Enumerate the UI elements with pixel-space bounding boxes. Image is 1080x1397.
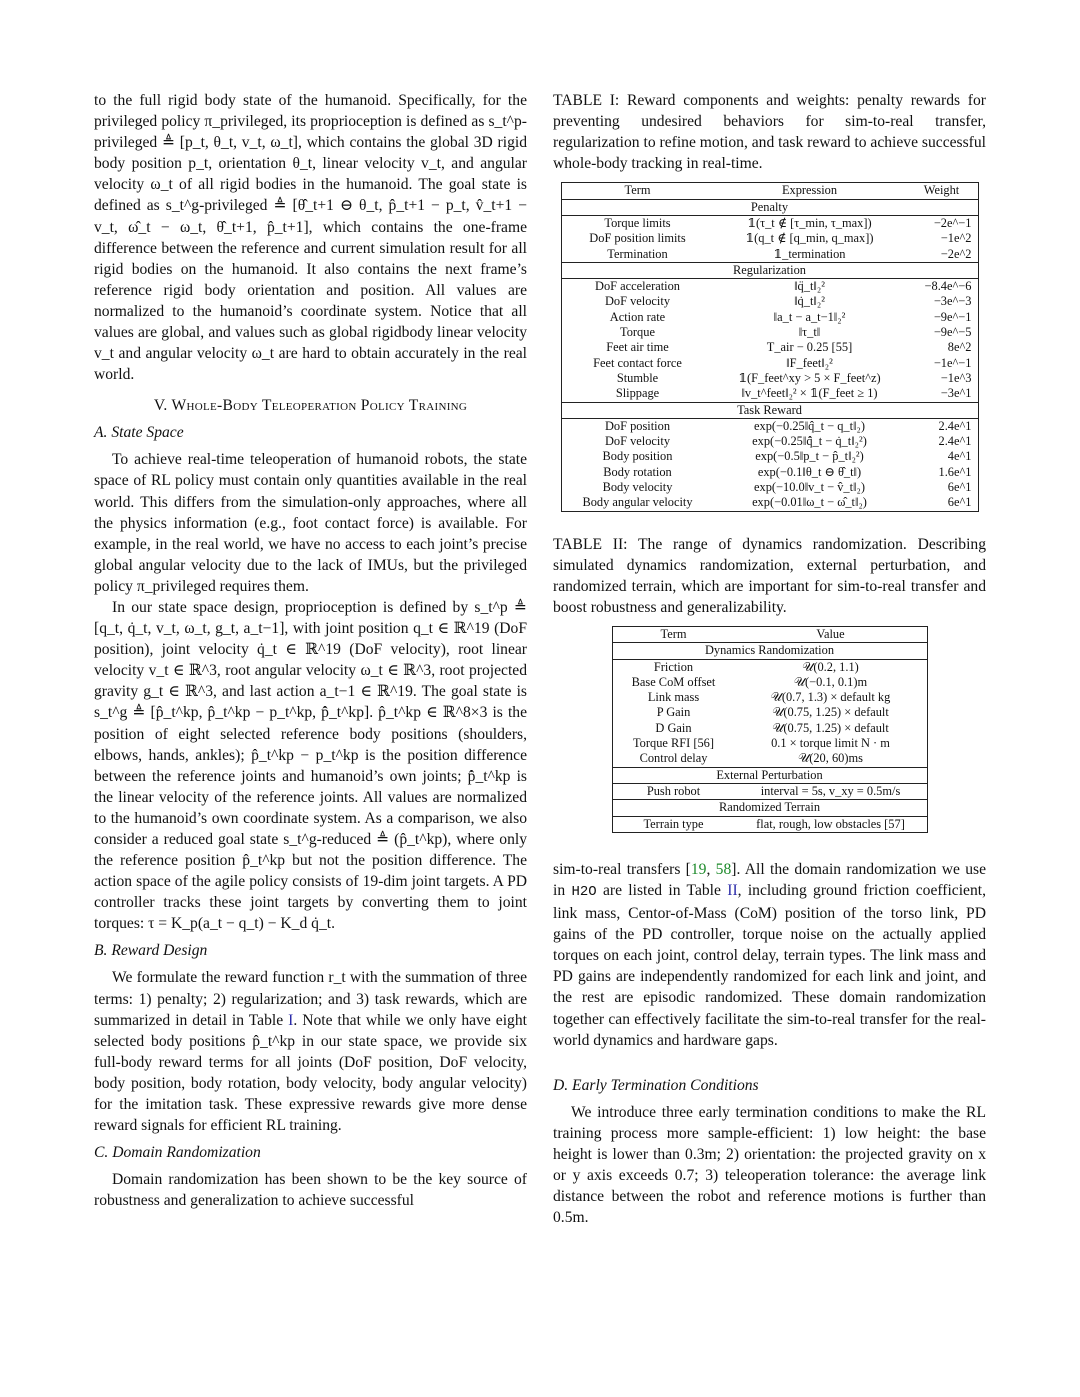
table-group-label: Regularization <box>561 262 978 278</box>
table-group-header <box>612 767 927 783</box>
table-cell: −2e^2 <box>940 246 972 261</box>
table-cell: 𝒰(−0.1, 0.1)m <box>793 674 868 689</box>
table-row <box>612 783 927 799</box>
table-cell: DoF position <box>604 418 671 433</box>
paragraph-state-space-1: To achieve real-time teleoperation of humanoid robots, the state space of RL policy must contain only quantities available in the real world. This differs from the simulation-only approaches, where all the physics information (e.g., foot contact force) is available. For example, in the real world, we have no access to each joint’s precise global angular velocity due to the lack of IMUs, but the privileged policy π_privileged requires them. <box>94 451 527 595</box>
table-cell: Base CoM offset <box>631 674 716 689</box>
table-cell: ‖F_feet‖₂² <box>786 355 833 370</box>
table-cell: Push robot <box>646 783 701 798</box>
left-column <box>94 90 527 1211</box>
table-group-label: External Perturbation <box>612 767 927 783</box>
table-row <box>561 247 978 263</box>
table-cell: ‖q̇_t‖₂² <box>794 294 825 309</box>
table-cell: Torque <box>620 325 655 340</box>
table-group-label: Dynamics Randomization <box>612 643 927 659</box>
table-cell: 𝟙(F_feet^xy > 5 × F_feet^z) <box>738 370 881 385</box>
table-row <box>561 356 978 371</box>
subsection-heading-c: C. Domain Randomization <box>94 1144 261 1162</box>
table-row <box>561 465 978 480</box>
table-cell: Stumble <box>616 370 659 385</box>
table-cell: −3e^1 <box>940 386 972 401</box>
citation-link[interactable]: 19 <box>690 860 707 878</box>
table-row <box>561 418 978 434</box>
table-cell: 8e^2 <box>947 340 972 355</box>
table-cell: Control delay <box>639 751 708 766</box>
table-cell: DoF velocity <box>604 434 671 449</box>
table-group-label: Penalty <box>561 199 978 215</box>
table-cell: DoF velocity <box>604 294 671 309</box>
table-cell: flat, rough, low obstacles [57] <box>756 816 905 831</box>
table-row <box>561 449 978 464</box>
table-cell: −1e^3 <box>940 370 972 385</box>
table-cell: Terrain type <box>643 816 704 831</box>
subsection-heading-b: B. Reward Design <box>94 942 208 960</box>
reward-table <box>561 182 979 511</box>
subsection-heading-a: A. State Space <box>94 424 184 442</box>
table-cell: Feet contact force <box>593 355 682 370</box>
table-cell: Body rotation <box>603 464 672 479</box>
table-row <box>561 386 978 402</box>
table-cell: ‖τ_t‖ <box>798 325 821 340</box>
table-header-row <box>612 626 927 642</box>
table-cell: 𝒰(0.75, 1.25) × default <box>772 720 889 735</box>
table-row <box>612 675 927 690</box>
table-row <box>612 721 927 736</box>
table-ref-link[interactable]: I <box>288 1011 294 1029</box>
table-cell: ‖v_t^feet‖₂² × 𝟙(F_feet ≥ 1) <box>741 386 878 401</box>
table-ref-link[interactable]: II <box>727 881 738 899</box>
table-cell: 0.1 × torque limit N · m <box>771 736 890 751</box>
table-cell: exp(−0.01‖ω_t − ω̂_t‖₂) <box>752 495 867 510</box>
table-group-label: Randomized Terrain <box>612 800 927 816</box>
table-row <box>612 736 927 751</box>
table-cell: D Gain <box>655 720 692 735</box>
table-header-cell: Value <box>816 626 845 641</box>
table-group-header <box>612 643 927 659</box>
table-cell: Torque RFI [56] <box>632 736 715 751</box>
table-row <box>561 231 978 246</box>
table-cell: exp(−10.0‖v_t − v̂_t‖₂) <box>754 480 865 495</box>
table-cell: 6e^1 <box>947 480 972 495</box>
table-cell: 𝟙(q_t ∉ [q_min, q_max]) <box>745 231 874 246</box>
paragraph-domain-randomization-cont: sim-to-real transfers [19, 58]. All the domain randomization we use in H2O are listed in Table II, including ground friction coefficient, link mass, Centor-of-Mass (CoM) position of the torso link, PD gains of the PD controller, torque noise on the actually applied torques on each joint, control delay, terrain types. The link mass and PD gains are independently randomized for each link and joint, and the rest are episodic randomized. These domain randomization together can effectively facilitate the sim-to-real transfer for the real-world dynamics and hardware gaps. <box>553 860 987 1049</box>
table-cell: −9e^−1 <box>933 309 972 324</box>
table-cell: Body angular velocity <box>582 495 693 510</box>
table-cell: Body position <box>602 449 673 464</box>
table-row <box>561 215 978 231</box>
paragraph-reward-design: We formulate the reward function r_t with the summation of three terms: 1) penalty; 2) regularization; and 3) task rewards, which are summarized in detail in Table I. Note that while we only have eight selected body positions p̂_t^kp in our state space, we provide six full-body reward terms for all joints (DoF position, DoF velocity, body position, body rotation, body velocity, body angular velocity) for the imitation task. These expressive rewards give more dense reward signals for efficient RL training. <box>94 969 527 1135</box>
table-header-cell: Weight <box>923 183 960 198</box>
table-row <box>561 294 978 309</box>
table-cell: 4e^1 <box>947 449 972 464</box>
citation-link[interactable]: 58 <box>715 860 732 878</box>
table-cell: −3e^−3 <box>933 294 972 309</box>
table-cell: −8.4e^−6 <box>924 279 972 294</box>
table-cell: Torque limits <box>604 215 671 230</box>
table-cell: exp(−0.5‖p_t − p̂_t‖₂²) <box>755 449 864 464</box>
table-cell: 𝒰(0.75, 1.25) × default <box>772 705 889 720</box>
table-cell: T_air − 0.25 [55] <box>766 340 853 355</box>
table-cell: DoF acceleration <box>595 279 680 294</box>
right-column <box>553 90 986 1228</box>
randomization-table <box>612 626 928 833</box>
paragraph-domain-randomization: Domain randomization has been shown to be the key source of robustness and generalization to achieve successful <box>94 1171 527 1210</box>
table-group-header <box>612 800 927 816</box>
table-row <box>612 690 927 705</box>
table-cell: Link mass <box>647 690 700 705</box>
table-cell: −2e^−1 <box>933 215 972 230</box>
table-cell: DoF position limits <box>589 231 686 246</box>
table-cell: 2.4e^1 <box>938 434 972 449</box>
table-cell: 1.6e^1 <box>938 464 972 479</box>
table-cell: Slippage <box>615 386 660 401</box>
table-group-header <box>561 262 978 278</box>
table-cell: −9e^−5 <box>933 325 972 340</box>
table-cell: Feet air time <box>606 340 669 355</box>
table-cell: 2.4e^1 <box>938 418 972 433</box>
section-heading-v: V. Whole-Body Teleoperation Policy Training <box>153 397 468 415</box>
table-row <box>612 659 927 675</box>
table-cell: −1e^−1 <box>933 355 972 370</box>
table1-caption: TABLE I: Reward components and weights: penalty rewards for preventing undesired behaviors for sim-to-real transfer, regularization to refine motion, and task reward to achieve successful whole-body tracking in real-time. <box>553 92 986 173</box>
table-header-cell: Expression <box>781 183 838 198</box>
table-row <box>561 310 978 325</box>
table-cell: 𝒰(20, 60)ms <box>798 751 863 766</box>
table-cell: interval = 5s, v_xy = 0.5m/s <box>760 783 901 798</box>
table-header-cell: Term <box>660 626 687 641</box>
table-row <box>561 340 978 355</box>
table-cell: 𝟙(τ_t ∉ [τ_min, τ_max]) <box>747 215 872 230</box>
table-row <box>612 816 927 832</box>
table-row <box>561 434 978 449</box>
table-row <box>561 371 978 386</box>
table-cell: ‖a_t − a_t−1‖₂² <box>773 309 846 324</box>
table-row <box>561 325 978 340</box>
table-header-cell: Term <box>624 183 651 198</box>
paragraph-state-space-2: In our state space design, proprioception is defined by s_t^p ≜ [q_t, q̇_t, v_t, ω_t, g_t, a_t−1], with joint position q_t ∈ ℝ^19 (DoF position), joint velocity q̇_t ∈ ℝ^19 (DoF velocity), root linear velocity v_t ∈ ℝ^3, root angular velocity ω_t ∈ ℝ^3, root projected gravity g_t ∈ ℝ^3, and last action a_t−1 ∈ ℝ^19. The goal state is s_t^g ≜ [p̂_t^kp, p̂_t^kp − p_t^kp, p̂̇_t^kp]. p̂_t^kp ∈ ℝ^8×3 is the position of eight selected reference body positions (shoulders, elbows, hands, ankles); p̂_t^kp − p_t^kp is the position difference between the reference joints and humanoid’s own joints; p̂̇_t^kp is the linear velocity of the reference joints. All values are normalized to the humanoid’s own coordinate system. As a comparison, we also consider a reduced goal state s_t^g-reduced ≜ (p̂_t^kp), where only the reference position p̂_t^kp but not the position difference. The action space of the agile policy consists of 19-dim joint targets. A PD controller tracks these joint targets by converting them to joint torques: τ = K_p(a_t − q_t) − K_d q̇_t. <box>94 598 527 933</box>
table-cell: Action rate <box>609 309 666 324</box>
table-cell: 𝒰(0.2, 1.1) <box>802 659 859 674</box>
table-group-header <box>561 199 978 215</box>
table-cell: 𝒰(0.7, 1.3) × default kg <box>770 690 891 705</box>
table-cell: Termination <box>607 246 668 261</box>
table-row <box>561 495 978 511</box>
paragraph-privileged-state: to the full rigid body state of the humanoid. Specifically, for the privileged policy π_privileged, its proprioception is defined as s_t^p-privileged ≜ [p_t, θ_t, v_t, ω_t], which contains the global 3D rigid body position p_t, orientation θ_t, linear velocity v_t, and angular velocity ω_t of all rigid bodies in the humanoid. The goal state is defined as s_t^g-privileged ≜ [θ̂_t+1 ⊖ θ_t, p̂_t+1 − p_t, v̂_t+1 − v_t, ω̂_t − ω_t, θ̂_t+1, p̂_t+1], which contains the one-frame difference between the reference and current simulation result for all rigid bodies on the humanoid. It also contains the next frame’s reference rigid body orientation and position. All values are normalized to the humanoid’s coordinate system. Notice that all values are global, and values such as global rigidbody linear velocity v_t and angular velocity ω_t are hard to obtain accurately in the real world. <box>94 92 527 384</box>
table2-caption: TABLE II: The range of dynamics randomization. Describing simulated dynamics randomization, external perturbation, and randomized terrain, which are important for sim-to-real transfer and boost robustness and generalizability. <box>553 535 986 616</box>
table-row <box>561 279 978 295</box>
table-cell: Body velocity <box>602 480 673 495</box>
table-cell: Friction <box>653 659 694 674</box>
table-row <box>561 480 978 495</box>
table-group-label: Task Reward <box>561 402 978 418</box>
paragraph-early-termination: We introduce three early termination conditions to make the RL training process more sample-efficient: 1) low height: the base height is lower than 0.3m; 2) orientation: the projected gravity on x or y axis exceeds 0.7; 3) teleoperation tolerance: the average link distance between the robot and reference motions is further than 0.5m. <box>553 1103 986 1227</box>
table-header-row <box>561 183 978 199</box>
table-cell: P Gain <box>656 705 691 720</box>
code-name: H2O <box>571 883 597 900</box>
table-cell: −1e^2 <box>940 231 972 246</box>
table-cell: 6e^1 <box>947 495 972 510</box>
table-cell: 𝟙_termination <box>773 246 846 261</box>
table-cell: exp(−0.25‖q̂_t − q_t‖₂) <box>754 418 865 433</box>
table-cell: exp(−0.25‖q̂̇_t − q̇_t‖₂²) <box>752 434 867 449</box>
table-cell: exp(−0.1‖θ_t ⊖ θ̂_t‖) <box>757 464 862 479</box>
subsection-heading-d: D. Early Termination Conditions <box>553 1076 759 1094</box>
table-row <box>612 751 927 767</box>
table-row <box>612 705 927 720</box>
table-cell: ‖q̈_t‖₂² <box>794 279 825 294</box>
table-group-header <box>561 402 978 418</box>
